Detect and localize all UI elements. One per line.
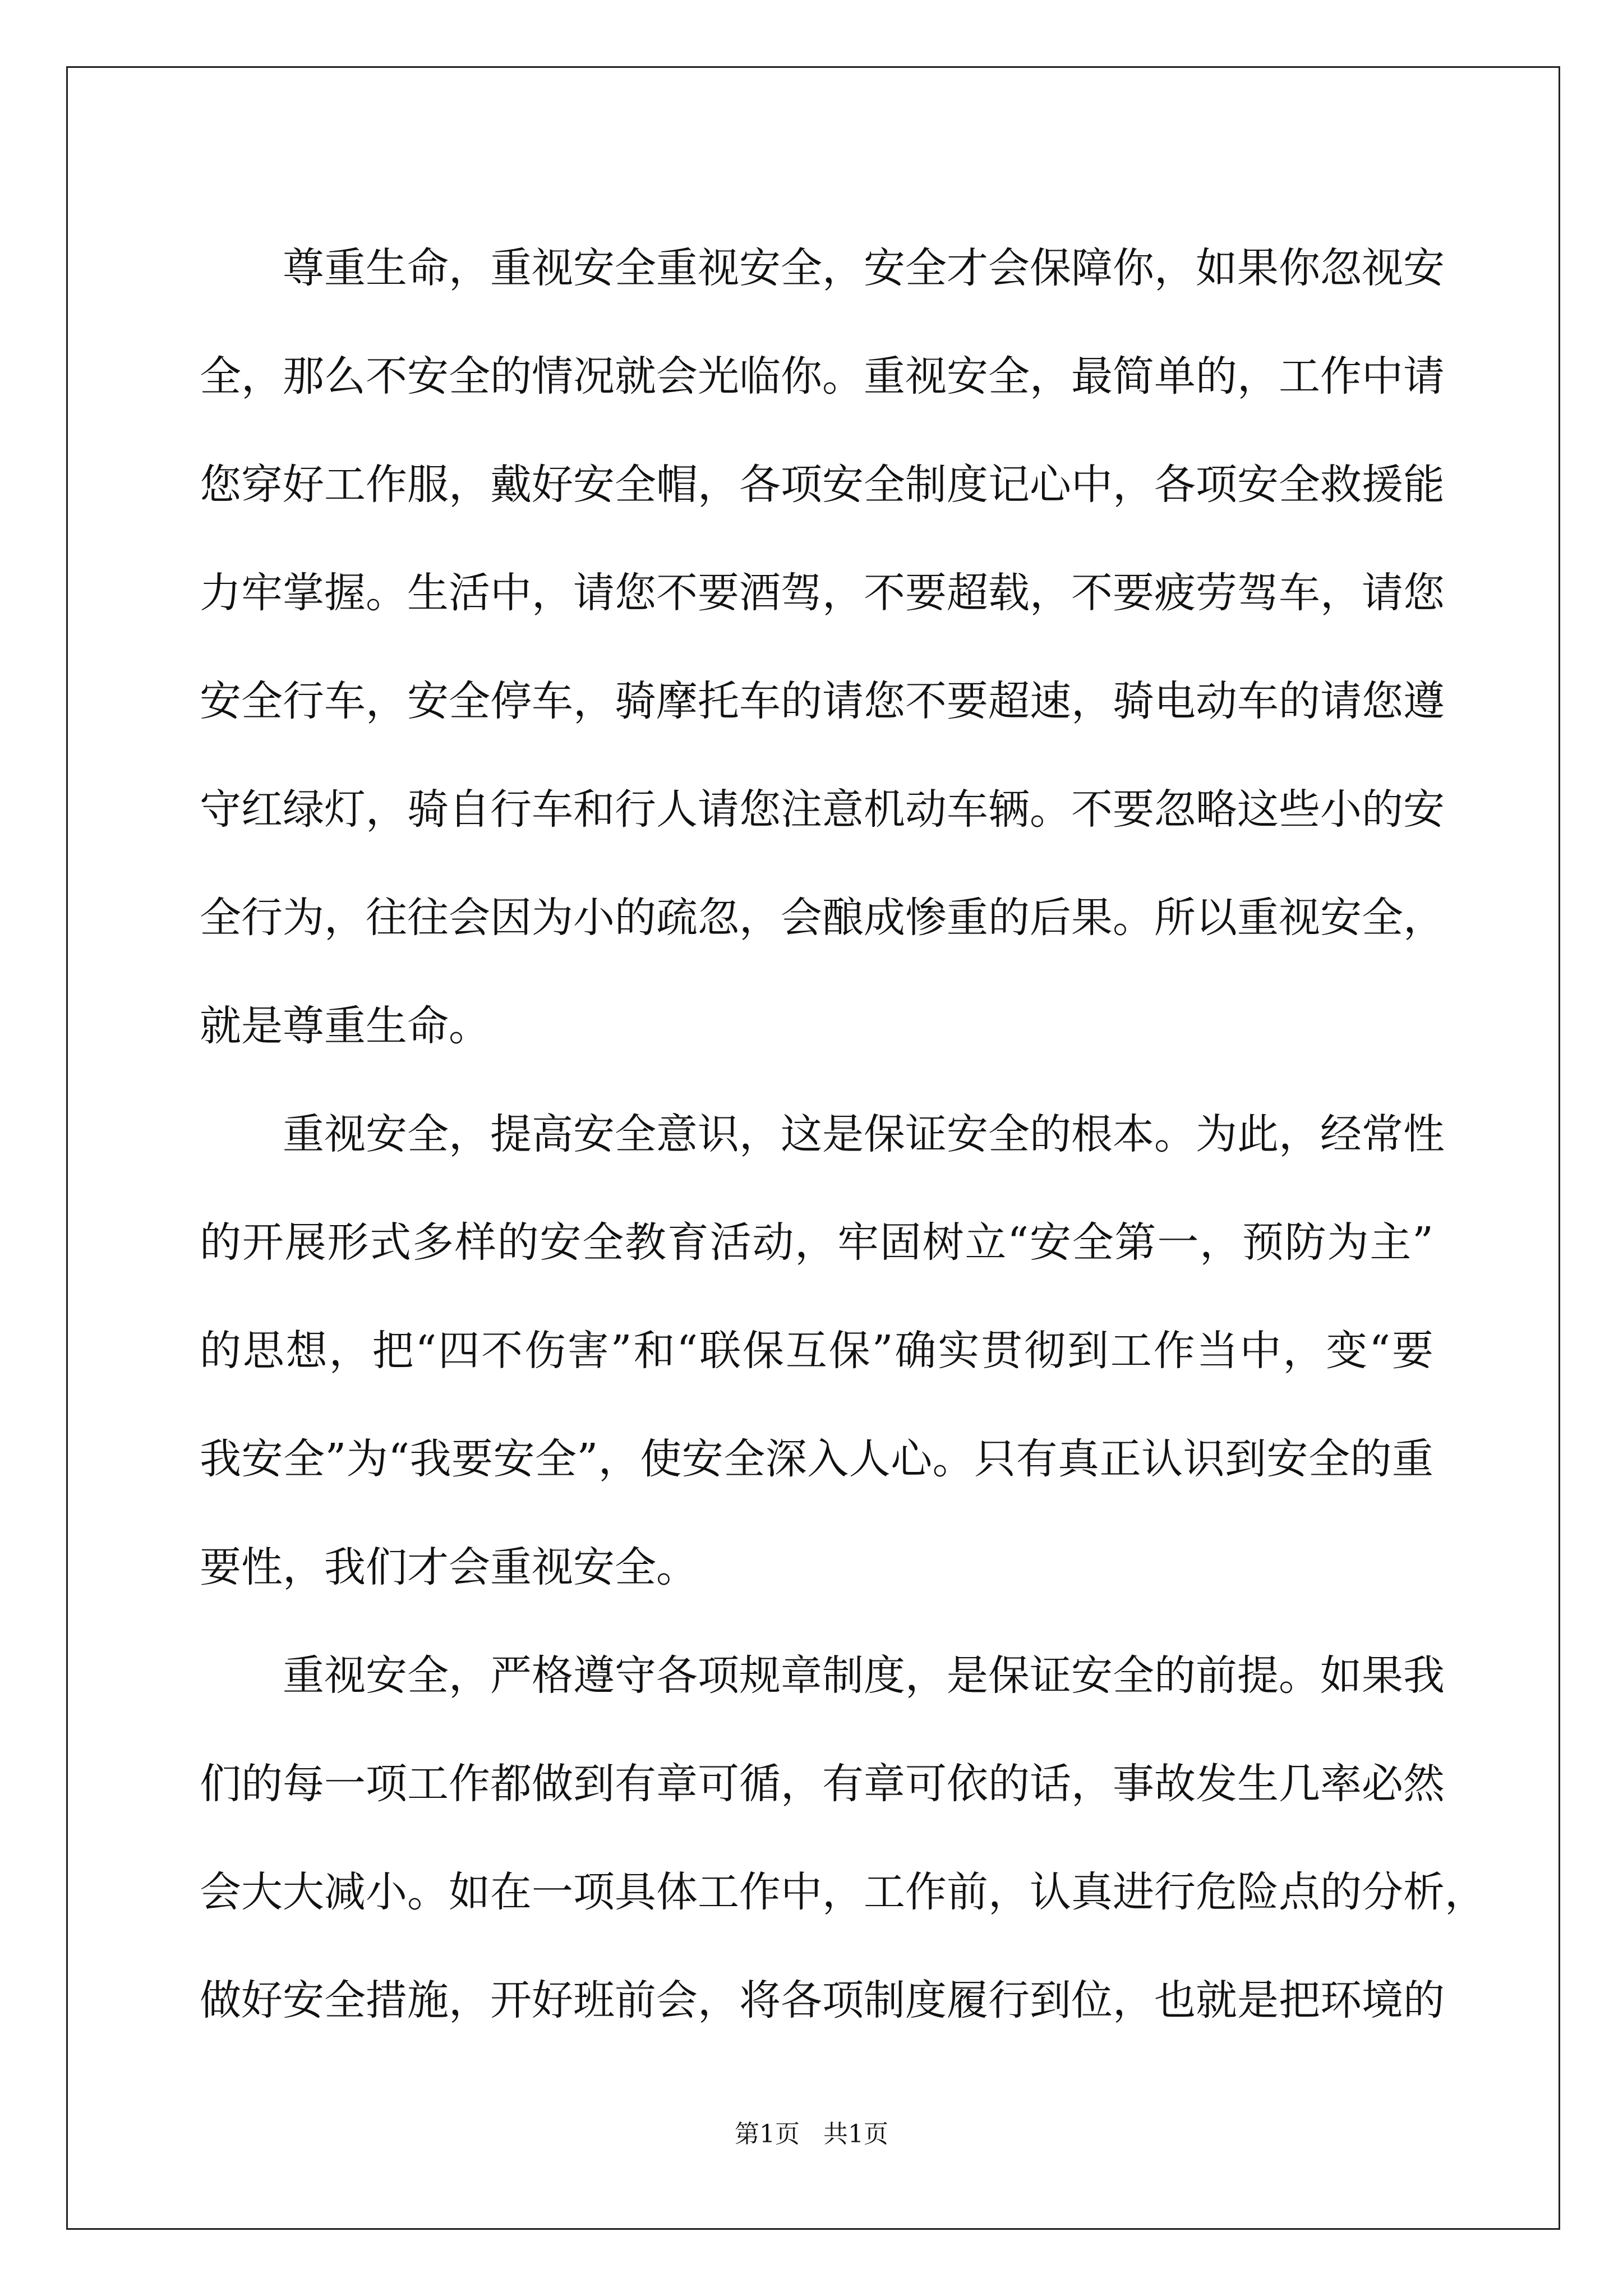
paragraph-1-line-4: 力牢掌握。生活中，请您不要酒驾，不要超载，不要疲劳驾车，请您 [200,569,1445,617]
paragraph-3-line-1: 重视安全，严格遵守各项规章制度，是保证安全的前提。如果我 [283,1651,1445,1700]
paragraph-2-line-3: 的思想，把“四不伤害”和“联保互保”确实贯彻到工作当中，变“要 [200,1327,1433,1375]
paragraph-1-line-1: 尊重生命，重视安全重视安全，安全才会保障你，如果你忽视安 [283,244,1445,292]
paragraph-1-line-8: 就是尊重生命。 [200,1002,490,1050]
paragraph-2-line-2: 的开展形式多样的安全教育活动，牢固树立“安全第一，预防为主” [200,1218,1433,1267]
paragraph-2-line-4: 我安全”为“我要安全”，使安全深入人心。只有真正认识到安全的重 [200,1435,1433,1483]
document-body [200,214,1486,2055]
paragraph-1-line-7: 全行为，往往会因为小的疏忽，会酿成惨重的后果。所以重视安全， [200,894,1445,942]
paragraph-2-line-5: 要性，我们才会重视安全。 [200,1543,698,1591]
paragraph-3-line-2: 们的每一项工作都做到有章可循，有章可依的话，事故发生几率必然 [200,1760,1445,1808]
paragraph-1-line-5: 安全行车，安全停车，骑摩托车的请您不要超速，骑电动车的请您遵 [200,677,1445,725]
paragraph-3-line-4: 做好安全措施，开好班前会，将各项制度履行到位，也就是把环境的 [200,1976,1445,2024]
paragraph-1-line-2: 全，那么不安全的情况就会光临你。重视安全，最简单的，工作中请 [200,352,1445,401]
paragraph-3-line-3: 会大大减小。如在一项具体工作中，工作前，认真进行危险点的分析， [200,1868,1486,1916]
page-number-footer: 第1页 共1页 [735,2120,888,2148]
paragraph-1-line-3: 您穿好工作服，戴好安全帽，各项安全制度记心中，各项安全救援能 [200,461,1445,509]
paragraph-2-line-1: 重视安全，提高安全意识，这是保证安全的根本。为此，经常性 [283,1110,1445,1158]
paragraph-1-line-6: 守红绿灯，骑自行车和行人请您注意机动车辆。不要忽略这些小的安 [200,785,1445,834]
